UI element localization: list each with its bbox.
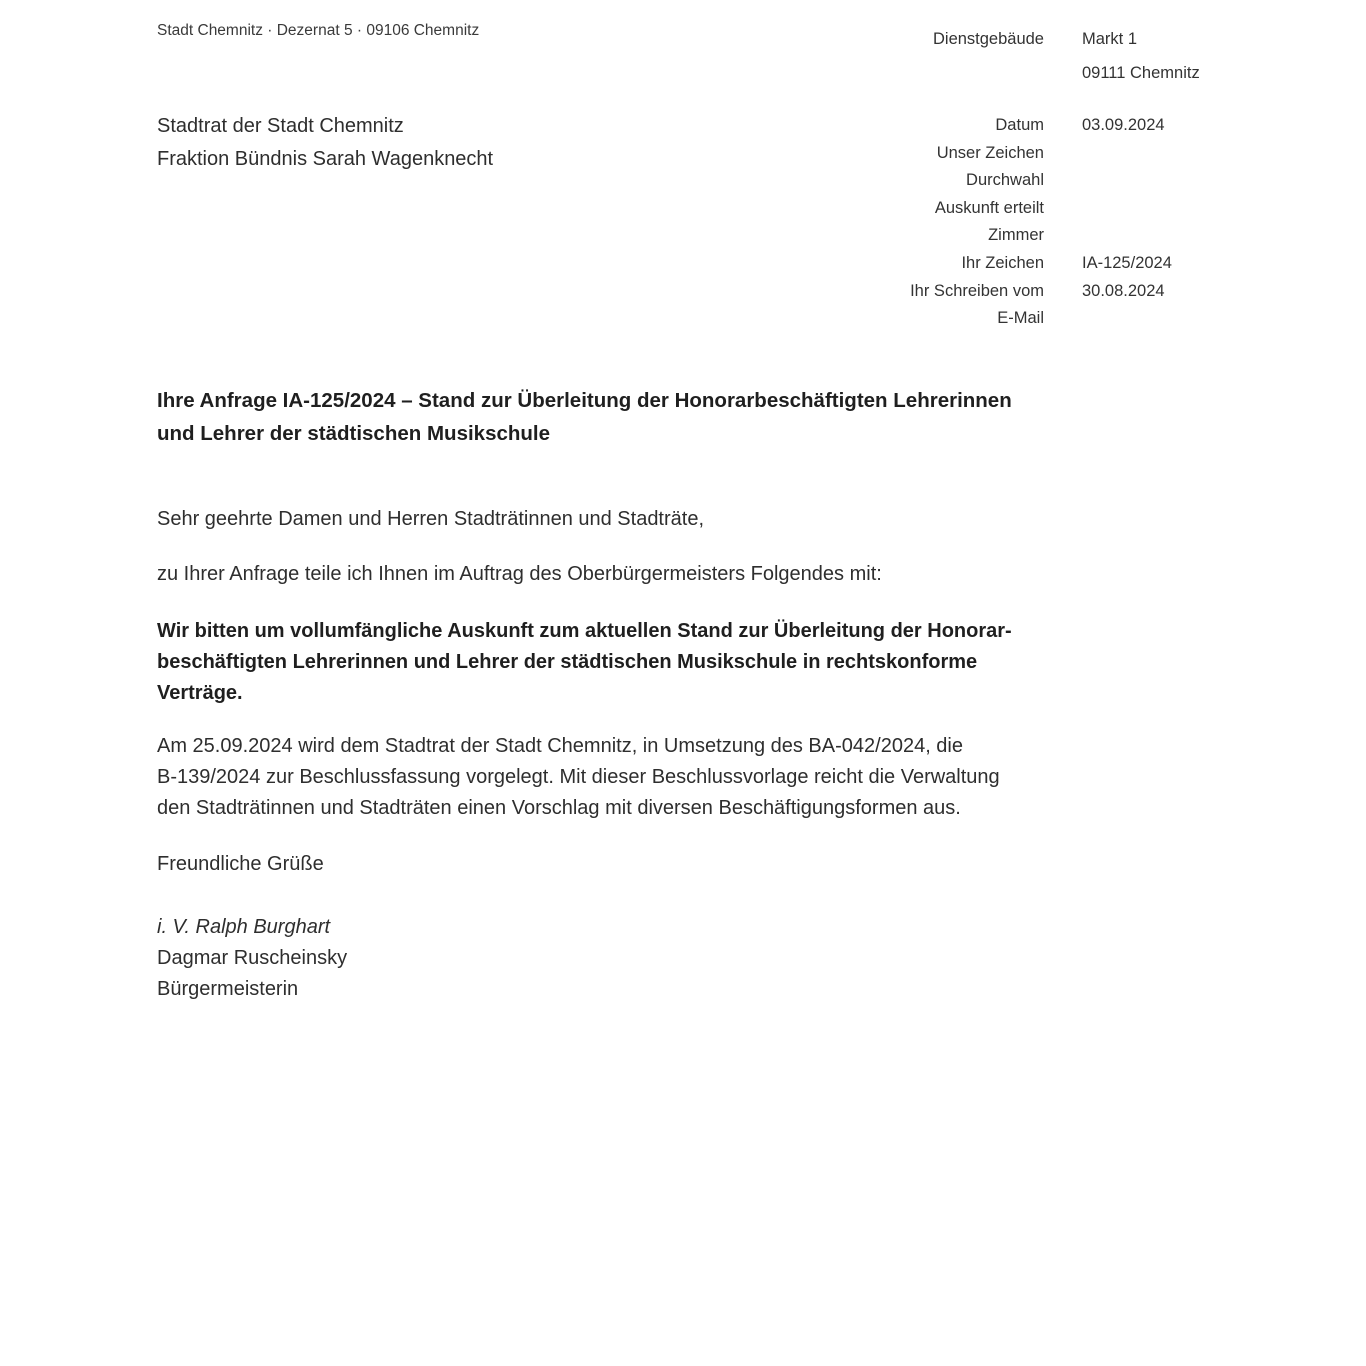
meta-value: 03.09.2024 [1082, 116, 1165, 134]
meta-value: IA-125/2024 [1082, 253, 1172, 272]
sender-return-address: Stadt Chemnitz · Dezernat 5 · 09106 Chemnitz [157, 22, 480, 39]
office-label: Dienstgebäude [932, 30, 1044, 48]
meta-row-zimmer [790, 222, 1260, 250]
meta-label: Zimmer [988, 226, 1044, 245]
meta-label: Unser Zeichen [936, 143, 1044, 162]
meta-value: 30.08.2024 [1082, 281, 1165, 300]
recipient-line-1: Stadtrat der Stadt Chemnitz [157, 115, 404, 137]
closing-phrase: Freundliche Grüße [157, 853, 324, 875]
answer-line-1: Am 25.09.2024 wird dem Stadtrat der Stadt Chemnitz, in Umsetzung des BA-042/2024, die [157, 735, 963, 757]
meta-label: Durchwahl [966, 171, 1044, 190]
meta-row-ihr-zeichen [790, 250, 1260, 278]
subject-line-1: Ihre Anfrage IA-125/2024 – Stand zur Überleitung der Honorarbeschäftigten Lehrerinnen [157, 389, 1012, 412]
office-address-block [790, 22, 1260, 90]
request-line-3: Verträge. [157, 682, 243, 704]
recipient-block [157, 110, 493, 176]
answer-paragraph [157, 731, 1000, 824]
answer-line-3: den Stadträtinnen und Stadträten einen Vorschlag mit diversen Beschäftigungsformen aus. [157, 797, 961, 819]
intro-paragraph: zu Ihrer Anfrage teile ich Ihnen im Auftrag des Oberbürgermeisters Folgendes mit: [157, 563, 882, 585]
meta-row-email [790, 305, 1260, 333]
meta-row-ihr-schreiben-vom [790, 278, 1260, 306]
meta-label: Auskunft erteilt [934, 198, 1044, 217]
meta-label: Datum [995, 116, 1044, 134]
meta-label: Ihr Schreiben vom [910, 281, 1044, 300]
subject-line [157, 384, 1012, 450]
meta-label: Ihr Zeichen [961, 253, 1044, 272]
request-line-1: Wir bitten um vollumfängliche Auskunft zum aktuellen Stand zur Überleitung der Honorar- [157, 620, 1012, 642]
meta-row-datum [790, 112, 1260, 140]
meta-row-unser-zeichen [790, 140, 1260, 168]
signature-block [157, 912, 347, 1005]
salutation: Sehr geehrte Damen und Herren Stadträtinnen und Stadträte, [157, 508, 705, 530]
request-paragraph [157, 616, 1012, 709]
office-street: Markt 1 [1082, 30, 1138, 48]
signature-name: Dagmar Ruscheinsky [157, 947, 348, 969]
signature-title: Bürgermeisterin [157, 978, 299, 1000]
recipient-line-2: Fraktion Bündnis Sarah Wagenknecht [157, 148, 494, 170]
letter-meta-block [790, 112, 1260, 333]
meta-label: E-Mail [997, 309, 1044, 328]
meta-row-auskunft-erteilt [790, 195, 1260, 223]
subject-line-2: und Lehrer der städtischen Musikschule [157, 422, 551, 445]
meta-row-durchwahl [790, 167, 1260, 195]
office-city: 09111 Chemnitz [1082, 64, 1200, 82]
request-line-2: beschäftigten Lehrerinnen und Lehrer der städtischen Musikschule in rechtskonforme [157, 651, 978, 673]
answer-line-2: B-139/2024 zur Beschlussfassung vorgelegt. Mit dieser Beschlussvorlage reicht die Verwaltung [157, 766, 1000, 788]
signature-deputy: i. V. Ralph Burghart [157, 916, 331, 938]
